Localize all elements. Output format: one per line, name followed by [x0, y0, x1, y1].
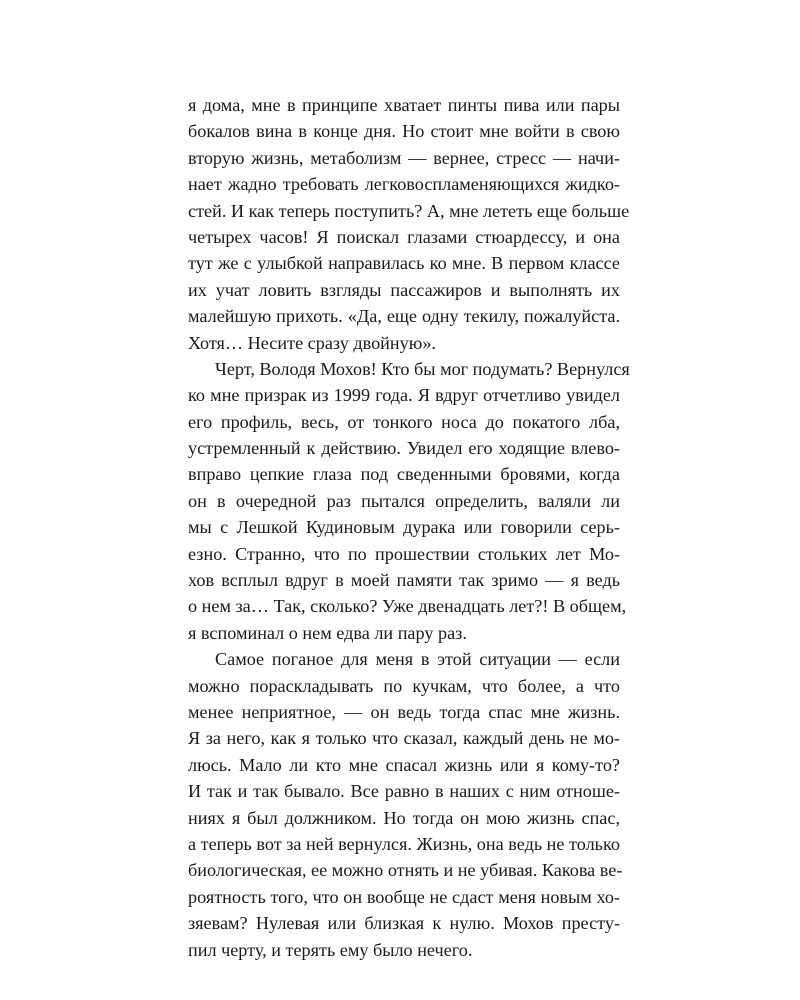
- text-line: я дома, мне в принципе хватает пинты пива или пары: [188, 95, 620, 115]
- text-line: а теперь вот за ней вернулся. Жизнь, она ведь не только: [188, 833, 620, 854]
- text-line: люсь. Мало ли кто мне спасал жизнь или я кому-то?: [188, 754, 620, 775]
- text-line: биологическая, ее можно отнять и не убивая. Какова ве-: [188, 860, 623, 881]
- text-line: можно пораскладывать по кучкам, что более, а что: [188, 675, 620, 696]
- text-line: мы с Лешкой Кудиновым дурака или говорили серь-: [188, 517, 620, 538]
- paragraph-3: [188, 646, 623, 963]
- text-line: Я за него, как я только что сказал, каждый день не мо-: [188, 728, 620, 749]
- text-line: о нем за… Так, сколько? Уже двенадцать лет?! В общем,: [188, 596, 627, 617]
- text-line: езно. Странно, что по прошествии стольких лет Мо-: [188, 543, 620, 564]
- text-line: вправо цепкие глаза под сведенными бровями, когда: [188, 464, 620, 485]
- text-line: четырех часов! Я поискал глазами стюардессу, и она: [188, 226, 620, 247]
- text-line: стей. И как теперь поступить? А, мне лететь еще больше: [188, 200, 630, 221]
- text-line: их учат ловить взгляды пассажиров и выполнять их: [188, 279, 620, 300]
- text-line: нает жадно требовать легковоспламеняющихся жидко-: [188, 174, 620, 195]
- text-line: хов всплыл вдруг в моей памяти так зримо — я ведь: [188, 570, 620, 591]
- text-line: ниях я был должником. Но тогда он мою жизнь спас,: [188, 807, 620, 828]
- text-line: бокалов вина в конце дня. Но стоит мне войти в свою: [188, 121, 620, 142]
- text-line: пил черту, и терять ему было нечего.: [188, 939, 473, 960]
- body-text: [188, 92, 630, 963]
- paragraph-2: [188, 356, 630, 646]
- text-line: И так и так бывало. Все равно в наших с ним отноше-: [188, 781, 620, 802]
- paragraph-1: [188, 92, 630, 356]
- text-line: малейшую прихоть. «Да, еще одну текилу, пожалуйста.: [188, 306, 620, 327]
- text-line: устремленный к действию. Увидел его ходящие влево-: [188, 438, 620, 459]
- text-line: вторую жизнь, метаболизм — вернее, стресс — начи-: [188, 147, 620, 168]
- text-line: ко мне призрак из 1999 года. Я вдруг отчетливо увидел: [188, 385, 620, 406]
- text-line: роятность того, что он вообще не сдаст меня новым хо-: [188, 886, 620, 907]
- text-line: его профиль, весь, от тонкого носа до покатого лба,: [188, 411, 620, 432]
- text-line: он в очередной раз пытался определить, валяли ли: [188, 490, 620, 511]
- text-line: Самое поганое для меня в этой ситуации — если: [215, 649, 620, 670]
- text-line: я вспоминал о нем едва ли пару раз.: [188, 622, 467, 643]
- text-line: Черт, Володя Мохов! Кто бы мог подумать? Вернулся: [215, 358, 630, 379]
- text-line: зяевам? Нулевая или близкая к нулю. Мохов престу-: [188, 913, 620, 934]
- text-line: менее неприятное, — он ведь тогда спас мне жизнь.: [188, 701, 620, 722]
- text-line: Хотя… Несите сразу двойную».: [188, 332, 436, 353]
- text-line: тут же с улыбкой направилась ко мне. В первом классе: [188, 253, 620, 274]
